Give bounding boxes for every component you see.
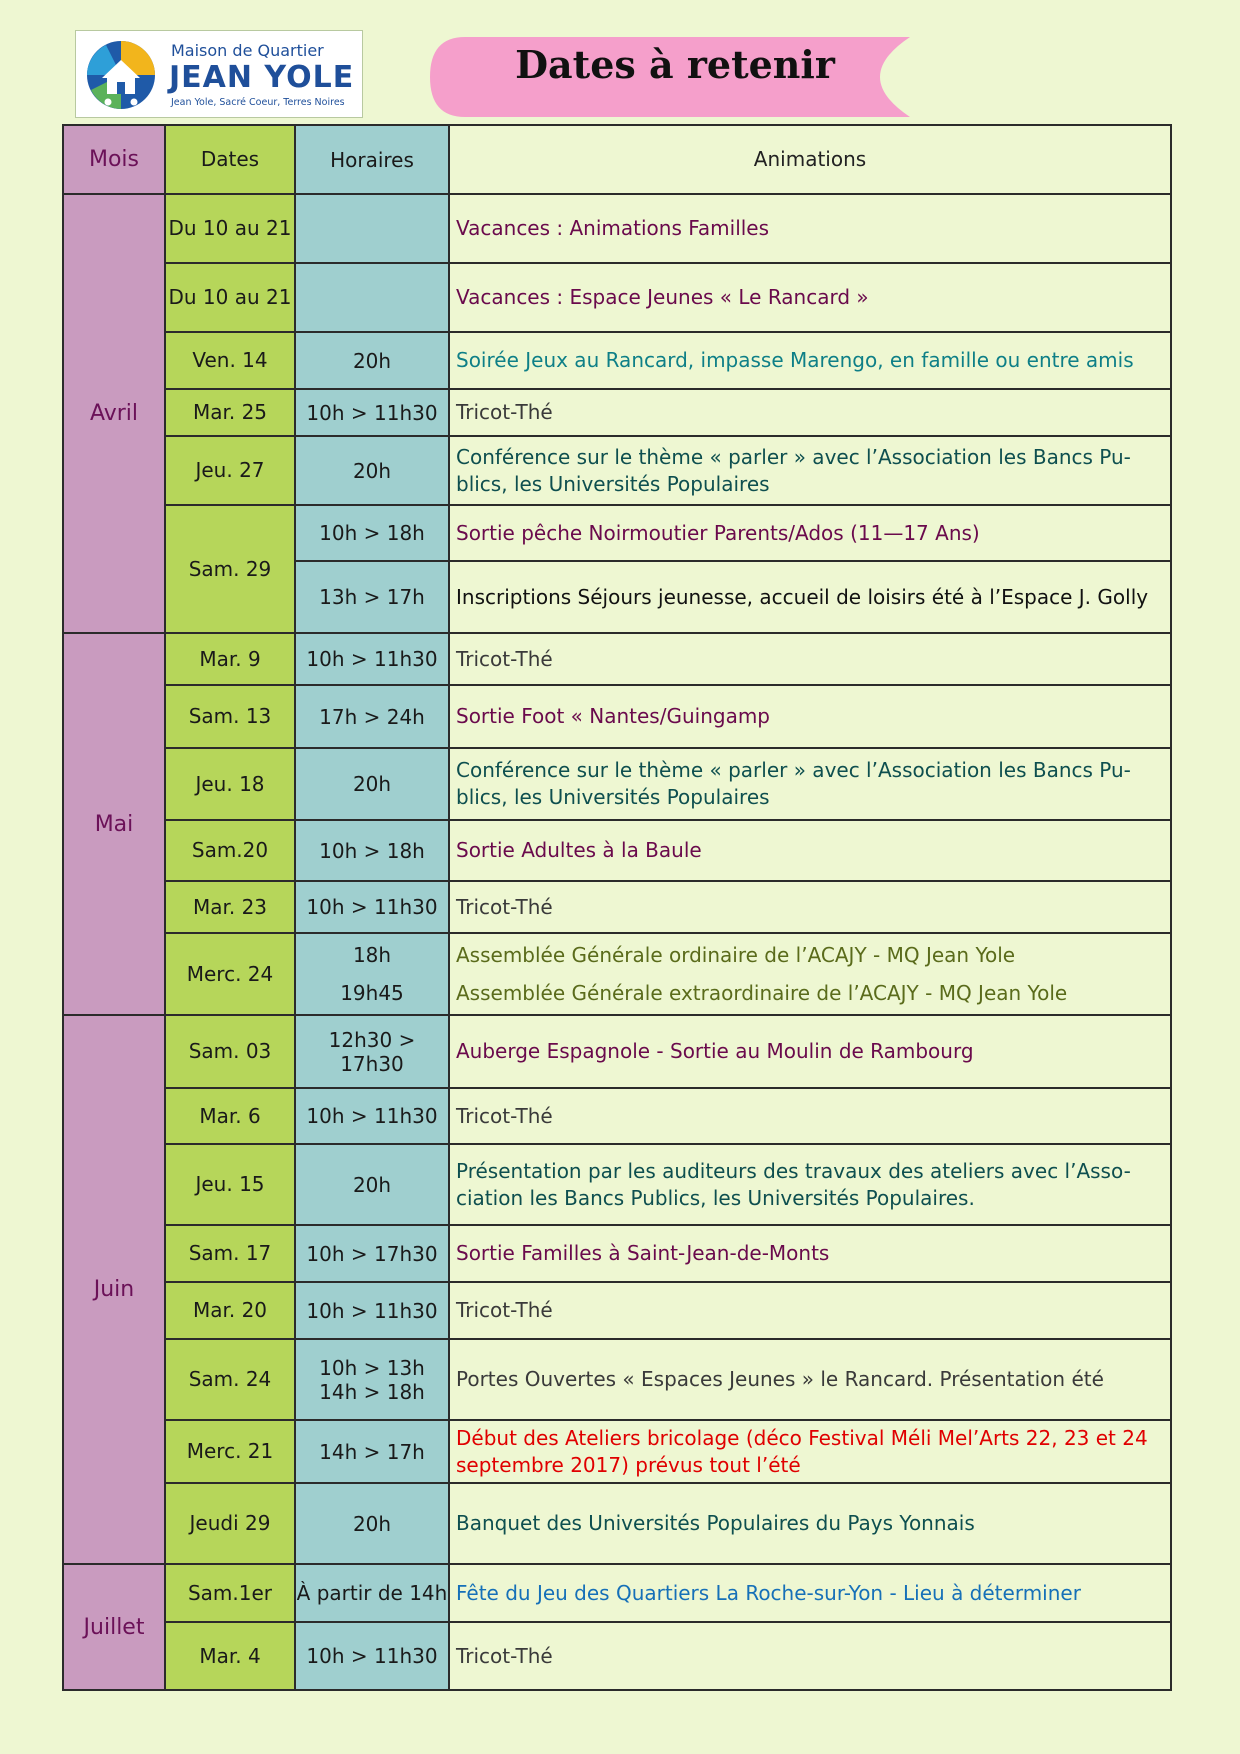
animation-cell: Conférence sur le thème « parler » avec l’Association les Bancs Pu-blics, les Universités Populaires [449, 748, 1171, 820]
date-cell: Mar. 6 [165, 1088, 295, 1144]
animation-cell: Sortie Foot « Nantes/Guingamp [449, 685, 1171, 748]
date-cell: Sam. 29 [165, 505, 295, 633]
animation-cell: Fête du Jeu des Quartiers La Roche-sur-Yon - Lieu à déterminer [449, 1564, 1171, 1622]
date-cell: Merc. 24 [165, 933, 295, 1015]
date-cell: Jeu. 27 [165, 436, 295, 505]
animation-cell: Conférence sur le thème « parler » avec l’Association les Bancs Pu-blics, les Universités Populaires [449, 436, 1171, 505]
month-mai: Mai [63, 633, 165, 1015]
time-cell: 12h30 > 17h30 [295, 1015, 449, 1088]
time-cell: 20h [295, 436, 449, 505]
animation-cell: Tricot-Thé [449, 633, 1171, 685]
table-row [63, 1483, 1171, 1564]
date-cell: Du 10 au 21 [165, 194, 295, 263]
date-cell: Mar. 23 [165, 881, 295, 933]
animation-cell: Soirée Jeux au Rancard, impasse Marengo, en famille ou entre amis [449, 332, 1171, 389]
animation-line: Assemblée Générale ordinaire de l’ACAJY - MQ Jean Yole [456, 943, 1016, 967]
table-row [63, 1339, 1171, 1420]
animation-cell: Présentation par les auditeurs des travaux des ateliers avec l’Asso-ciation les Bancs Publics, les Universités Populaires. [449, 1144, 1171, 1225]
table-row [63, 194, 1171, 263]
date-cell: Jeudi 29 [165, 1483, 295, 1564]
table-row [63, 1015, 1171, 1088]
table-row [63, 1088, 1171, 1144]
schedule-table [62, 124, 1172, 1691]
animation-cell: Tricot-Thé [449, 1282, 1171, 1339]
logo [75, 30, 363, 118]
table-row [63, 505, 1171, 561]
date-cell: Mar. 9 [165, 633, 295, 685]
time-cell: 17h > 24h [295, 685, 449, 748]
table-row [63, 332, 1171, 389]
table-row [63, 633, 1171, 685]
time-cell: 10h > 17h30 [295, 1225, 449, 1282]
time-value: 18h [352, 943, 392, 967]
time-cell: 10h > 11h30 [295, 1088, 449, 1144]
animation-cell: Sortie pêche Noirmoutier Parents/Ados (11—17 Ans) [449, 505, 1171, 561]
time-cell: 10h > 11h30 [295, 1622, 449, 1690]
logo-line-3: Jean Yole, Sacré Coeur, Terres Noires [171, 97, 345, 108]
month-juin: Juin [63, 1015, 165, 1564]
animation-cell: Inscriptions Séjours jeunesse, accueil de loisirs été à l’Espace J. Golly [449, 561, 1171, 633]
time-cell: 20h [295, 1144, 449, 1225]
logo-line-2: JEAN YOLE [169, 60, 355, 95]
table-row [63, 1144, 1171, 1225]
date-cell: Jeu. 18 [165, 748, 295, 820]
animation-cell: Début des Ateliers bricolage (déco Festival Méli Mel’Arts 22, 23 et 24 septembre 2017) prévus tout l’été [449, 1420, 1171, 1483]
month-juillet: Juillet [63, 1564, 165, 1690]
date-cell: Ven. 14 [165, 332, 295, 389]
table-row [63, 1564, 1171, 1622]
animation-cell: Auberge Espagnole - Sortie au Moulin de Rambourg [449, 1015, 1171, 1088]
logo-line-1: Maison de Quartier [171, 41, 324, 60]
date-cell: Merc. 21 [165, 1420, 295, 1483]
time-cell: 10h > 11h30 [295, 1282, 449, 1339]
header-horaires: Horaires [295, 125, 449, 194]
animation-cell: Tricot-Thé [449, 1622, 1171, 1690]
animation-cell [449, 933, 1171, 1015]
animation-cell: Banquet des Universités Populaires du Pays Yonnais [449, 1483, 1171, 1564]
date-cell: Sam. 13 [165, 685, 295, 748]
time-cell: 20h [295, 748, 449, 820]
time-cell [295, 194, 449, 263]
table-row [63, 436, 1171, 505]
table-row [63, 1420, 1171, 1483]
date-cell: Mar. 20 [165, 1282, 295, 1339]
table-row [63, 748, 1171, 820]
time-cell: 13h > 17h [295, 561, 449, 633]
header-dates: Dates [165, 125, 295, 194]
animation-cell: Portes Ouvertes « Espaces Jeunes » le Rancard. Présentation été [449, 1339, 1171, 1420]
header-row [63, 125, 1171, 194]
animation-cell: Sortie Familles à Saint-Jean-de-Monts [449, 1225, 1171, 1282]
table-row [63, 881, 1171, 933]
date-cell: Sam. 17 [165, 1225, 295, 1282]
header-mois: Mois [63, 125, 165, 194]
date-cell: Sam.1er [165, 1564, 295, 1622]
table-row [63, 1282, 1171, 1339]
time-cell: 10h > 11h30 [295, 389, 449, 436]
animation-cell: Vacances : Espace Jeunes « Le Rancard » [449, 263, 1171, 332]
table-row [63, 1225, 1171, 1282]
date-cell: Jeu. 15 [165, 1144, 295, 1225]
house-logo-icon [86, 40, 156, 110]
header-animations: Animations [449, 125, 1171, 194]
animation-cell: Sortie Adultes à la Baule [449, 820, 1171, 881]
time-cell: 10h > 18h [295, 505, 449, 561]
animation-line: Assemblée Générale extraordinaire de l’ACAJY - MQ Jean Yole [456, 981, 1068, 1005]
animation-cell: Tricot-Thé [449, 881, 1171, 933]
animation-cell: Tricot-Thé [449, 1088, 1171, 1144]
date-cell: Mar. 25 [165, 389, 295, 436]
time-cell [295, 263, 449, 332]
animation-cell: Vacances : Animations Familles [449, 194, 1171, 263]
table-row [63, 1622, 1171, 1690]
time-cell: 10h > 18h [295, 820, 449, 881]
animation-cell: Tricot-Thé [449, 389, 1171, 436]
date-cell: Sam. 03 [165, 1015, 295, 1088]
time-cell: À partir de 14h [295, 1564, 449, 1622]
time-cell: 10h > 11h30 [295, 633, 449, 685]
table-row [63, 389, 1171, 436]
time-cell: 10h > 11h30 [295, 881, 449, 933]
time-cell: 10h > 13h 14h > 18h [295, 1339, 449, 1420]
date-cell: Du 10 au 21 [165, 263, 295, 332]
table-row [63, 933, 1171, 1015]
time-cell [295, 933, 449, 1015]
time-cell: 20h [295, 332, 449, 389]
date-cell: Sam. 24 [165, 1339, 295, 1420]
table-row [63, 820, 1171, 881]
date-cell: Mar. 4 [165, 1622, 295, 1690]
time-cell: 14h > 17h [295, 1420, 449, 1483]
table-row [63, 263, 1171, 332]
time-value: 19h45 [340, 981, 404, 1005]
time-cell: 20h [295, 1483, 449, 1564]
month-avril: Avril [63, 194, 165, 633]
table-row [63, 685, 1171, 748]
page-title: Dates à retenir [515, 42, 835, 87]
date-cell: Sam.20 [165, 820, 295, 881]
